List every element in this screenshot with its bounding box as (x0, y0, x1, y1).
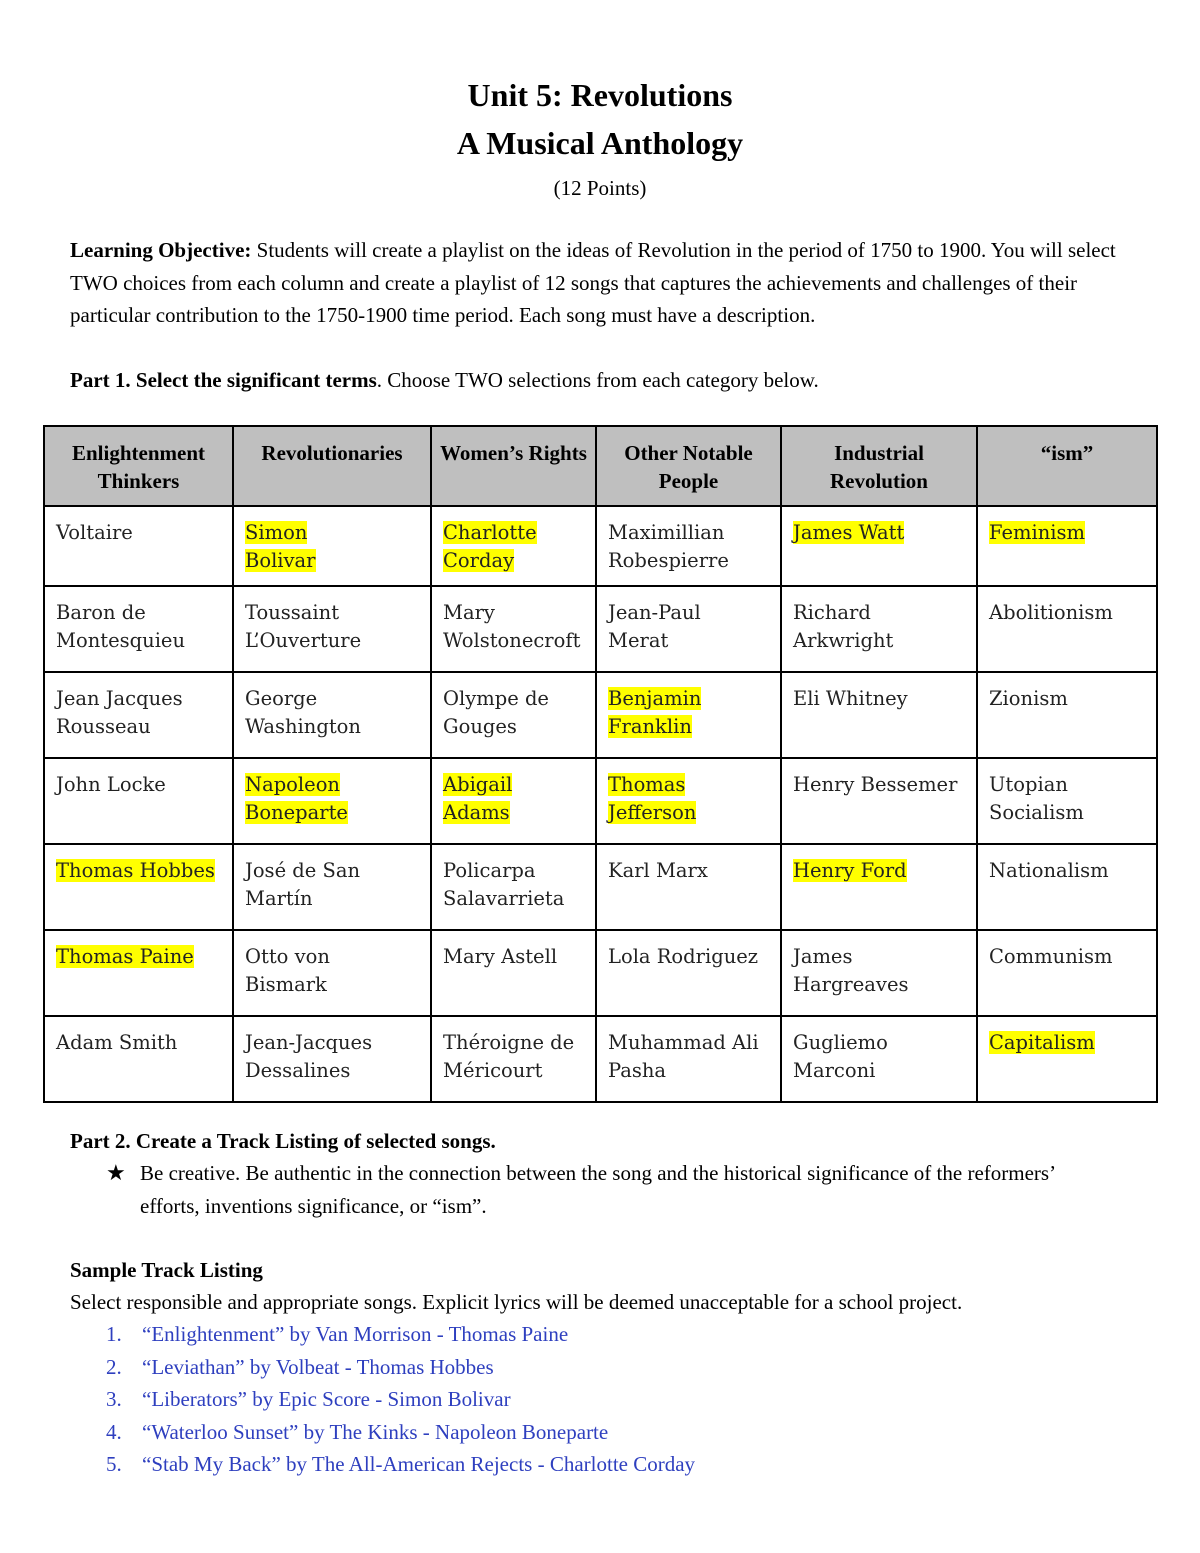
cell-text: Pasha (608, 1059, 667, 1082)
cell-text: Toussaint (245, 601, 340, 624)
track-text: “Enlightenment” by Van Morrison - Thomas Paine (142, 1322, 569, 1346)
learning-objective (70, 234, 1140, 332)
table-row (44, 506, 1157, 586)
table-row (44, 586, 1157, 672)
cell-text: Jean-Jacques (245, 1031, 373, 1054)
table-cell (596, 930, 781, 1016)
track-item (70, 1351, 695, 1384)
table-cell (977, 506, 1157, 586)
cell-text: Richard (793, 601, 871, 624)
table-cell (977, 1016, 1157, 1102)
table-cell (233, 586, 431, 672)
table-cell (44, 506, 233, 586)
cell-text: Bismark (245, 973, 327, 996)
cell-text: Adams (443, 801, 510, 824)
table-row (44, 844, 1157, 930)
cell-text: Corday (443, 549, 515, 572)
track-text: “Leviathan” by Volbeat - Thomas Hobbes (142, 1354, 494, 1379)
part1-label: Part 1. Select the significant terms (70, 368, 377, 392)
table-cell (431, 672, 596, 758)
cell-text: Abigail (443, 773, 513, 796)
cell-text: Montesquieu (56, 629, 186, 652)
selection-table (43, 425, 1158, 1103)
cell-text: James (793, 945, 853, 968)
cell-text: Jean Jacques (56, 687, 183, 710)
cell-text: Jefferson (608, 801, 697, 824)
bullet-text: Be creative. Be authentic in the connection between the song and the historical significance of the reformers’ efforts, inventions significance, or “ism”. (140, 1161, 1055, 1218)
cell-text: Adam Smith (56, 1031, 178, 1054)
page-subtitle: A Musical Anthology (456, 125, 744, 161)
cell-text: Théroigne de (443, 1031, 575, 1054)
table-cell (977, 586, 1157, 672)
cell-text: Voltaire (56, 521, 133, 544)
table-cell (781, 758, 977, 844)
cell-text: Lola Rodriguez (608, 945, 759, 968)
track-text: “Liberators” by Epic Score - Simon Bolivar (142, 1387, 511, 1411)
cell-text: Rousseau (56, 715, 151, 738)
table-cell (781, 586, 977, 672)
table-cell (596, 586, 781, 672)
track-item (70, 1383, 695, 1416)
cell-text: Utopian (989, 773, 1068, 796)
cell-text: Zionism (989, 687, 1068, 710)
table-cell (233, 672, 431, 758)
track-number: 2. (106, 1354, 122, 1379)
table-cell (596, 844, 781, 930)
cell-text: José de San (245, 859, 361, 882)
cell-text: Olympe de (443, 687, 549, 710)
cell-text: Bolivar (245, 549, 316, 572)
cell-text: Hargreaves (793, 973, 909, 996)
table-cell (781, 506, 977, 586)
cell-text: Marconi (793, 1059, 876, 1082)
cell-text: Gugliemo (793, 1031, 888, 1054)
cell-text: Gouges (443, 715, 517, 738)
cell-text: Boneparte (245, 801, 348, 824)
objective-text: Students will create a playlist on the ideas of Revolution in the period of 1750 to 1900. You will select TWO choices from each column and create a playlist of 12 songs that captures the achievements and challenges of their particular contribution to the 1750-1900 time period. Each song must have a description. (70, 238, 1116, 327)
table-row (44, 1016, 1157, 1102)
table-cell (977, 758, 1157, 844)
cell-text: L’Ouverture (245, 629, 362, 652)
track-text: “Stab My Back” by The All-American Rejects - Charlotte Corday (142, 1452, 696, 1476)
cell-text: Communism (989, 945, 1113, 968)
track-item (70, 1416, 695, 1449)
objective-label: Learning Objective: (70, 238, 252, 262)
cell-text: John Locke (56, 773, 166, 796)
cell-text: Robespierre (608, 549, 729, 572)
table-cell (233, 1016, 431, 1102)
table-cell (781, 672, 977, 758)
table-header-row (44, 426, 1157, 506)
track-item (70, 1448, 695, 1481)
table-cell (431, 844, 596, 930)
column-header: “ism” (977, 426, 1157, 506)
table-cell (44, 758, 233, 844)
cell-text: Muhammad Ali (608, 1031, 759, 1054)
table-cell (44, 844, 233, 930)
cell-text: Wolstonecroft (443, 629, 581, 652)
table-cell (781, 844, 977, 930)
table-cell (431, 758, 596, 844)
cell-text: Dessalines (245, 1059, 351, 1082)
table-row (44, 672, 1157, 758)
part1-text: . Choose TWO selections from each category below. (376, 368, 819, 392)
track-number: 3. (106, 1387, 122, 1411)
table-cell (233, 844, 431, 930)
cell-text: Henry Ford (793, 859, 907, 882)
table-cell (977, 930, 1157, 1016)
track-number: 1. (106, 1322, 122, 1346)
cell-text: Karl Marx (608, 859, 708, 882)
cell-text: Thomas Hobbes (56, 859, 215, 882)
part2-heading (70, 1125, 1140, 1158)
table-cell (596, 1016, 781, 1102)
cell-text: Franklin (608, 715, 692, 738)
table-cell (233, 930, 431, 1016)
cell-text: Simon (245, 521, 308, 544)
sample-title: Sample Track Listing (70, 1258, 263, 1282)
table-cell (431, 586, 596, 672)
cell-text: Thomas Paine (56, 945, 194, 968)
track-item (70, 1318, 695, 1351)
cell-text: Eli Whitney (793, 687, 908, 710)
cell-text: Nationalism (989, 859, 1109, 882)
table-cell (596, 672, 781, 758)
table-cell (596, 506, 781, 586)
table-cell (431, 506, 596, 586)
cell-text: Martín (245, 887, 313, 910)
table-cell (431, 930, 596, 1016)
page-title: Unit 5: Revolutions (467, 77, 733, 113)
cell-text: James Watt (793, 521, 905, 544)
column-header: Other Notable People (596, 426, 781, 506)
track-list (70, 1318, 695, 1481)
points-label: (12 Points) (553, 176, 647, 200)
cell-text: Salavarrieta (443, 887, 565, 910)
cell-text: Baron de (56, 601, 146, 624)
column-header: Enlightenment Thinkers (44, 426, 233, 506)
cell-text: Napoleon (245, 773, 340, 796)
cell-text: Méricourt (443, 1059, 543, 1082)
table-cell (44, 586, 233, 672)
track-number: 4. (106, 1419, 122, 1444)
star-icon: ★ (106, 1160, 126, 1185)
cell-text: Arkwright (793, 629, 894, 652)
cell-text: Merat (608, 629, 669, 652)
part2-label: Part 2. Create a Track Listing of selected songs. (70, 1129, 496, 1153)
cell-text: Mary Astell (443, 945, 558, 968)
cell-text: George (245, 687, 318, 710)
table-row (44, 930, 1157, 1016)
table-cell (596, 758, 781, 844)
table-cell (977, 672, 1157, 758)
table-cell (431, 1016, 596, 1102)
table-cell (781, 1016, 977, 1102)
cell-text: Capitalism (989, 1031, 1095, 1054)
column-header: Women’s Rights (431, 426, 596, 506)
column-header: Revolutionaries (233, 426, 431, 506)
cell-text: Mary (443, 601, 495, 624)
table-cell (44, 930, 233, 1016)
cell-text: Socialism (989, 801, 1084, 824)
sample-description: Select responsible and appropriate songs. Explicit lyrics will be deemed unacceptable for a school project. (70, 1290, 963, 1314)
table-row (44, 758, 1157, 844)
track-number: 5. (106, 1452, 122, 1476)
cell-text: Otto von (245, 945, 330, 968)
table-cell (977, 844, 1157, 930)
table-cell (233, 506, 431, 586)
part1-instructions (70, 364, 1140, 397)
table-cell (233, 758, 431, 844)
title-block (0, 72, 1200, 208)
cell-text: Feminism (989, 521, 1086, 544)
table-cell (44, 1016, 233, 1102)
table-cell (44, 672, 233, 758)
cell-text: Jean-Paul (608, 601, 701, 624)
track-text: “Waterloo Sunset” by The Kinks - Napoleon Boneparte (142, 1419, 609, 1444)
cell-text: Thomas (608, 773, 686, 796)
table-cell (781, 930, 977, 1016)
cell-text: Henry Bessemer (793, 773, 958, 796)
cell-text: Maximillian (608, 521, 725, 544)
table-body (44, 506, 1157, 1102)
column-header: Industrial Revolution (781, 426, 977, 506)
cell-text: Abolitionism (989, 601, 1113, 624)
cell-text: Washington (245, 715, 361, 738)
part2-bullet (106, 1157, 1106, 1222)
cell-text: Benjamin (608, 687, 702, 710)
cell-text: Charlotte (443, 521, 537, 544)
cell-text: Policarpa (443, 859, 536, 882)
